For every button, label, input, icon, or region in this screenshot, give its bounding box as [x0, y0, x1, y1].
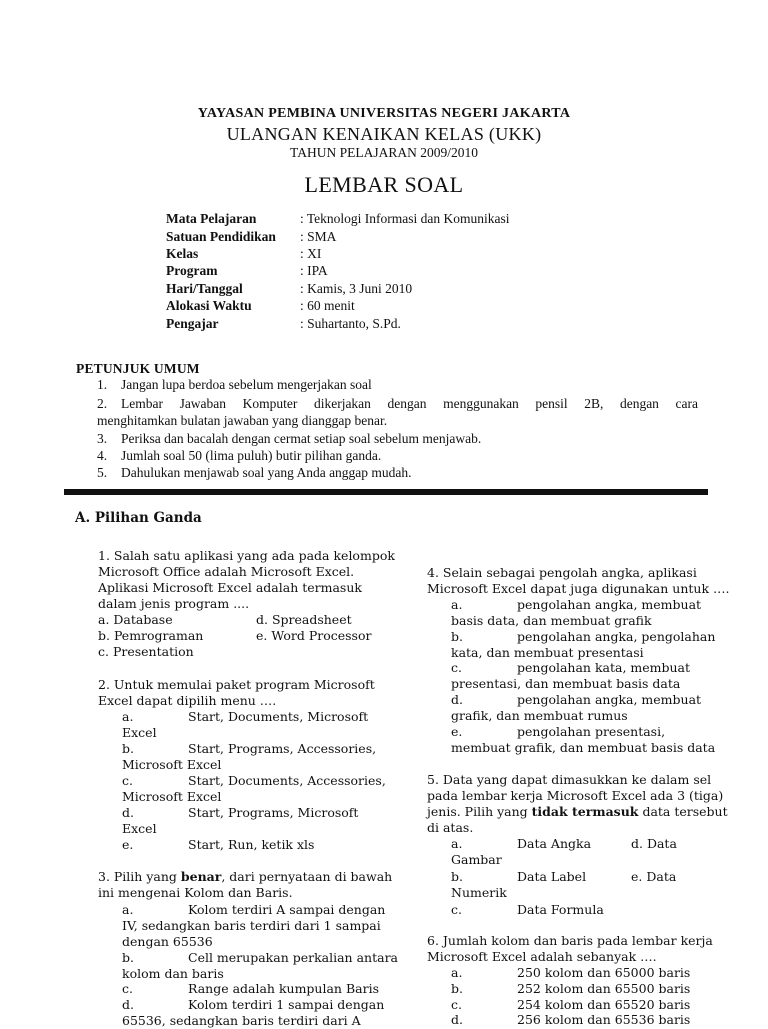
question-text: Aplikasi Microsoft Excel adalah termasuk: [98, 580, 362, 595]
answer-option: 252 kolom dan 65500 baris: [517, 981, 691, 996]
answer-option: Start, Run, ketik xls: [188, 837, 315, 852]
answer-option: kata, dan membuat presentasi: [451, 645, 644, 660]
info-label: Kelas: [166, 246, 199, 261]
option-letter: b.: [122, 950, 134, 965]
general-instructions-heading: PETUNJUK UMUM: [76, 361, 200, 376]
answer-option: pengolahan angka, membuat: [517, 692, 702, 707]
info-label: Mata Pelajaran: [166, 211, 257, 226]
instruction-item: [97, 377, 698, 394]
option-letter: c.: [451, 997, 462, 1012]
question-text: 6. Jumlah kolom dan baris pada lembar kerja: [427, 933, 713, 948]
info-value: : XI: [300, 246, 322, 261]
option-letter: c.: [122, 981, 133, 996]
info-value: : Teknologi Informasi dan Komunikasi: [300, 211, 510, 226]
instruction-number: 2.: [97, 396, 108, 411]
question-text: 5. Data yang dapat dimasukkan ke dalam sel: [427, 772, 712, 787]
answer-option: e. Word Processor: [256, 628, 372, 643]
option-letter: e.: [122, 837, 134, 852]
question-text: Microsoft Excel adalah sebanyak ….: [427, 949, 657, 964]
option-letter: b.: [451, 869, 463, 884]
exam-title: ULANGAN KENAIKAN KELAS (UKK): [226, 124, 542, 144]
answer-option: basis data, dan membuat grafik: [451, 613, 652, 628]
answer-option: presentasi, dan membuat basis data: [451, 676, 681, 691]
instruction-text: Dahulukan menjawab soal yang Anda anggap mudah.: [121, 465, 412, 480]
question-text: ini mengenai Kolom dan Baris.: [98, 885, 293, 900]
answer-option: membuat grafik, dan membuat basis data: [451, 740, 716, 755]
instruction-item: [97, 431, 698, 448]
institution-name: YAYASAN PEMBINA UNIVERSITAS NEGERI JAKARTA: [197, 106, 571, 121]
answer-option: dengan 65536: [122, 934, 213, 949]
answer-option: grafik, dan membuat rumus: [451, 708, 628, 723]
instruction-item: [97, 396, 698, 429]
option-letter: c.: [122, 773, 133, 788]
info-label: Program: [166, 263, 218, 278]
answer-option: pengolahan presentasi,: [517, 724, 666, 739]
answer-option: pengolahan kata, membuat: [517, 660, 691, 675]
answer-option: 250 kolom dan 65000 baris: [517, 965, 691, 980]
answer-option: Kolom terdiri 1 sampai dengan: [188, 997, 385, 1012]
question-text: pada lembar kerja Microsoft Excel ada 3 (tiga): [427, 788, 724, 803]
answer-option: Cell merupakan perkalian antara: [188, 950, 398, 965]
info-label: Alokasi Waktu: [166, 298, 252, 313]
option-letter: b.: [451, 629, 463, 644]
answer-option: Data Label: [517, 869, 587, 884]
answer-option: d. Data: [631, 836, 677, 851]
answer-option: Data Angka: [517, 836, 592, 851]
info-value: : IPA: [300, 263, 328, 278]
academic-year: TAHUN PELAJARAN 2009/2010: [290, 145, 478, 160]
answer-option: Excel: [122, 725, 157, 740]
answer-option: Data Formula: [517, 902, 604, 917]
emphasis: benar: [180, 869, 222, 884]
answer-option: Microsoft Excel: [122, 757, 222, 772]
instruction-text: Jumlah soal 50 (lima puluh) butir pilihan ganda.: [121, 448, 382, 463]
instruction-text: Lembar Jawaban Komputer dikerjakan dengan menggunakan pensil 2B, dengan cara: [121, 396, 698, 411]
answer-option: Gambar: [451, 852, 502, 867]
option-letter: d.: [122, 997, 134, 1012]
sheet-title: LEMBAR SOAL: [304, 172, 464, 197]
answer-option: IV, sedangkan baris terdiri dari 1 sampai: [122, 918, 381, 933]
question-text: 3. Pilih yang benar, dari pernyataan di bawah: [98, 869, 393, 884]
question-text: dalam jenis program ....: [98, 596, 250, 611]
info-value: : SMA: [300, 229, 337, 244]
answer-option: a. Database: [98, 612, 173, 627]
info-value: : Suhartanto, S.Pd.: [300, 316, 401, 331]
answer-option: 65536, sedangkan baris terdiri dari A: [122, 1013, 361, 1028]
answer-option: Start, Programs, Microsoft: [188, 805, 359, 820]
question-text: Microsoft Office adalah Microsoft Excel.: [98, 564, 355, 579]
answer-option: pengolahan angka, pengolahan: [517, 629, 716, 644]
question-text: 2. Untuk memulai paket program Microsoft: [98, 677, 375, 692]
info-value: : 60 menit: [300, 298, 355, 313]
option-letter: d.: [451, 1012, 463, 1027]
option-letter: b.: [122, 741, 134, 756]
answer-option: Start, Documents, Microsoft: [188, 709, 369, 724]
info-label: Pengajar: [166, 316, 219, 331]
option-letter: a.: [122, 709, 134, 724]
question-text: jenis. Pilih yang tidak termasuk data tersebut: [427, 804, 728, 819]
option-letter: c.: [451, 660, 462, 675]
answer-option: 256 kolom dan 65536 baris: [517, 1012, 691, 1027]
answer-option: kolom dan baris: [122, 966, 224, 981]
instruction-number: 4.: [97, 448, 108, 463]
info-value: : Kamis, 3 Juni 2010: [300, 281, 413, 296]
question-text: di atas.: [427, 820, 474, 835]
instruction-number: 3.: [97, 431, 108, 446]
info-label: Hari/Tanggal: [166, 281, 243, 296]
instruction-text: Periksa dan bacalah dengan cermat setiap soal sebelum menjawab.: [121, 431, 482, 446]
answer-option: Range adalah kumpulan Baris: [188, 981, 379, 996]
question-text: Microsoft Excel dapat juga digunakan untuk ….: [427, 581, 730, 596]
emphasis: tidak termasuk: [531, 804, 639, 819]
option-letter: b.: [451, 981, 463, 996]
option-letter: d.: [122, 805, 134, 820]
option-letter: a.: [451, 597, 463, 612]
answer-option: 254 kolom dan 65520 baris: [517, 997, 691, 1012]
option-letter: e.: [451, 724, 463, 739]
answer-option: Start, Programs, Accessories,: [188, 741, 377, 756]
section-divider: [64, 489, 708, 495]
question-text: 4. Selain sebagai pengolah angka, aplikasi: [427, 565, 697, 580]
option-letter: a.: [451, 836, 463, 851]
answer-option: Microsoft Excel: [122, 789, 222, 804]
answer-option: Excel: [122, 821, 157, 836]
answer-option: Numerik: [451, 885, 507, 900]
answer-option: Kolom terdiri A sampai dengan: [188, 902, 386, 917]
answer-option: c. Presentation: [98, 644, 194, 659]
answer-option: Start, Documents, Accessories,: [188, 773, 386, 788]
question-text: Excel dapat dipilih menu ….: [98, 693, 277, 708]
question-text: 1. Salah satu aplikasi yang ada pada kelompok: [98, 548, 395, 563]
instruction-item: [97, 465, 698, 482]
answer-option: b. Pemrograman: [98, 628, 204, 643]
option-letter: a.: [451, 965, 463, 980]
answer-option: e. Data: [631, 869, 677, 884]
answer-option: pengolahan angka, membuat: [517, 597, 702, 612]
info-label: Satuan Pendidikan: [166, 229, 276, 244]
option-letter: a.: [122, 902, 134, 917]
instruction-number: 1.: [97, 377, 108, 392]
section-heading: A. Pilihan Ganda: [75, 510, 202, 526]
instruction-text: Jangan lupa berdoa sebelum mengerjakan soal: [121, 377, 372, 392]
instruction-number: 5.: [97, 465, 108, 480]
option-letter: c.: [451, 902, 462, 917]
instruction-text-continued: menghitamkan bulatan jawaban yang dianggap benar.: [97, 412, 388, 428]
option-letter: d.: [451, 692, 463, 707]
answer-option: d. Spreadsheet: [256, 612, 352, 627]
instruction-item: [97, 448, 698, 465]
